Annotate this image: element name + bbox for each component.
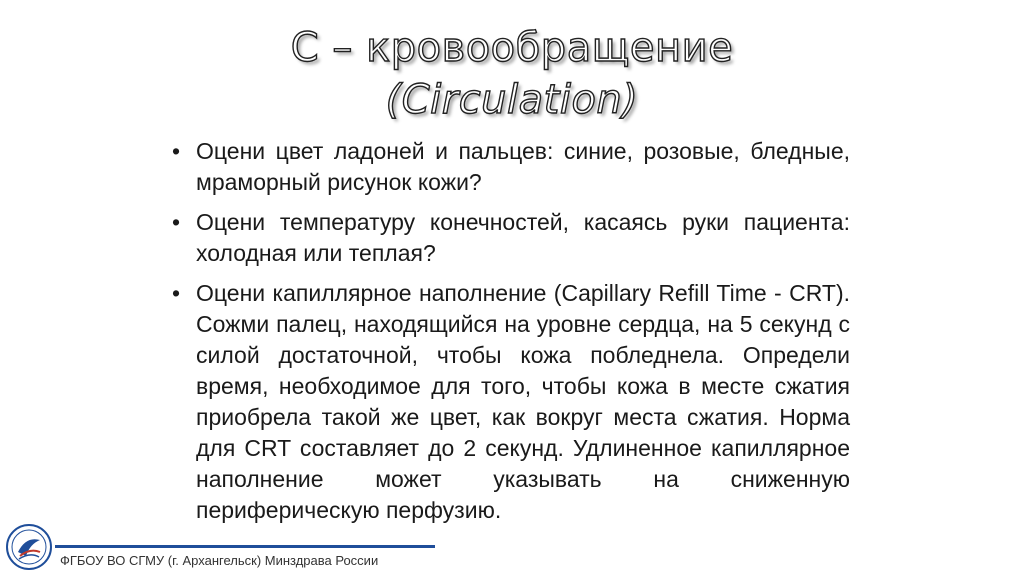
bullet-marker: • <box>172 280 181 306</box>
footer-organization: ФГБОУ ВО СГМУ (г. Архангельск) Минздрава России <box>60 553 379 568</box>
bullet-item <box>170 278 850 526</box>
university-emblem-icon <box>4 522 54 572</box>
bullet-text: Оцени капиллярное наполнение (Capillary Refill Time - CRT). Сожми палец, находящийся на уровне сердца, на 5 секунд с силой достаточной, чтобы кожа побледнела. Определи время, необходимое для того, чтобы кожа в месте сжатия приобрела такой же цвет, как вокруг места сжатия. Норма для CRT составляет до 2 секунд. Удлиненное капиллярное наполнение может указывать на сниженную периферическую перфузию. <box>196 280 850 523</box>
bullet-marker: • <box>172 209 181 235</box>
title-line-subtitle: (Circulation) <box>385 77 639 123</box>
bullet-text: Оцени цвет ладоней и пальцев: синие, розовые, бледные, мраморный рисунок кожи? <box>196 138 850 195</box>
slide-title <box>0 22 1024 126</box>
footer-accent-bar <box>55 545 435 548</box>
bullet-marker: • <box>172 138 181 164</box>
bullet-list <box>170 136 850 535</box>
bullet-text: Оцени температуру конечностей, касаясь руки пациента: холодная или теплая? <box>196 209 850 266</box>
title-line-main: С – кровообращение <box>290 25 734 71</box>
bullet-item <box>170 207 850 269</box>
bullet-item <box>170 136 850 198</box>
